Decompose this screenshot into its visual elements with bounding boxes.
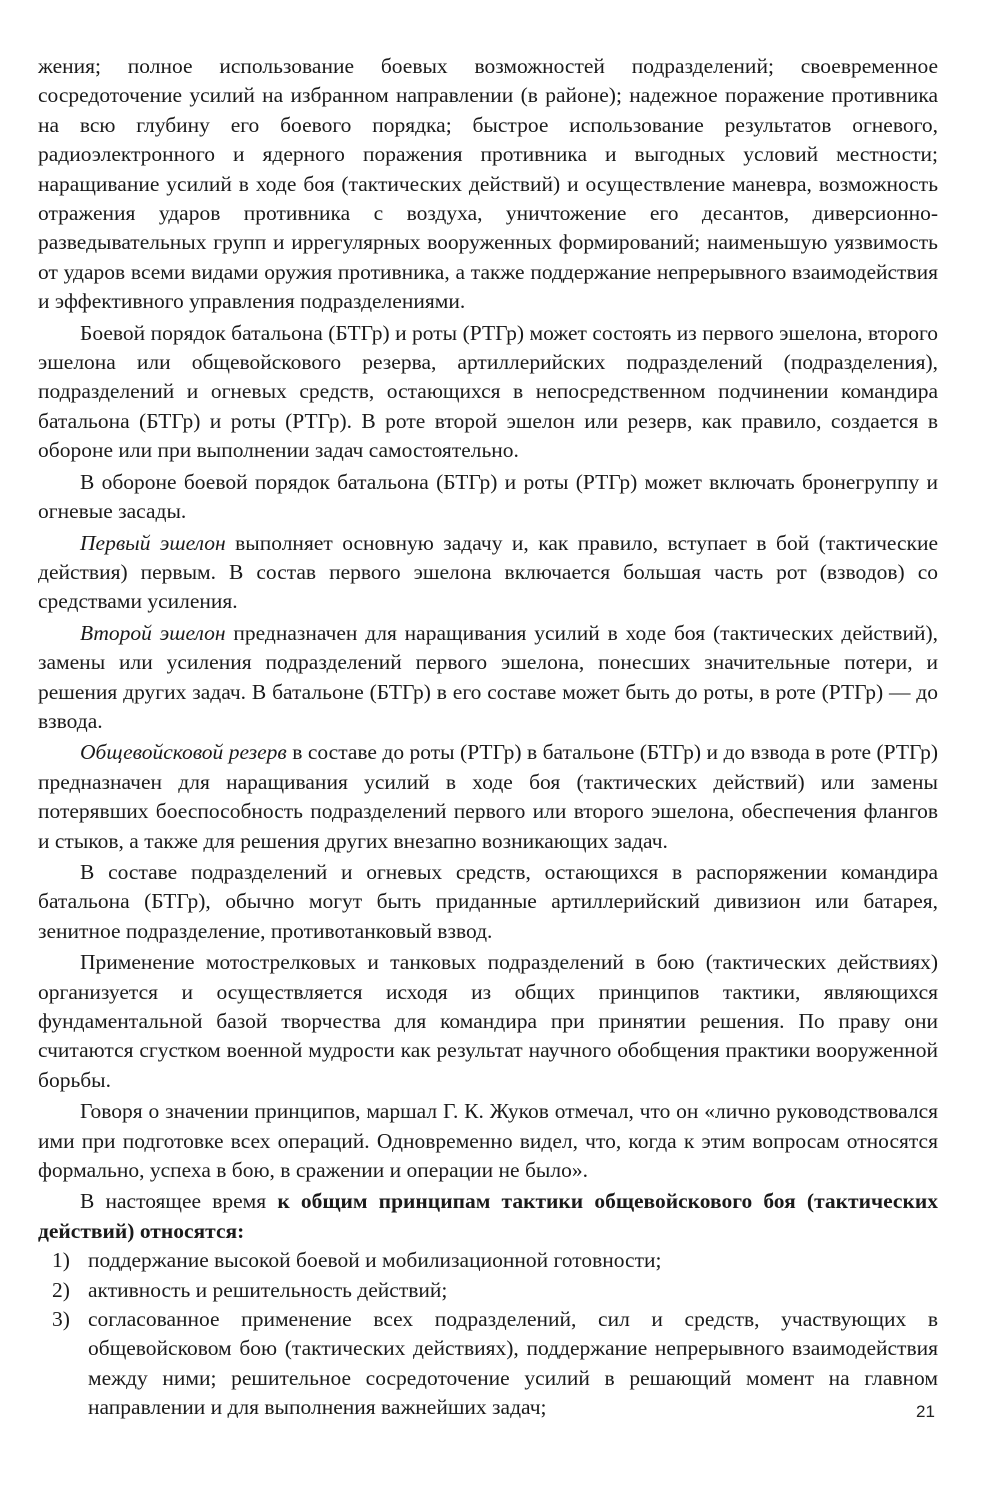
paragraph-zhukov-quote: Говоря о значении принципов, маршал Г. К. Жуков отмечал, что он «лично руководствовался ими при подготовке всех операций. Одновременно видел, что, когда к этим вопросам относятся формально, успеха в бою, в сражении и операции не было». bbox=[38, 1099, 938, 1183]
list-item-text: согласованное применение всех подразделений, сил и средств, участвующих в общевойсковом бою (тактических действиях), поддержание непрерывного взаимодействия между ними; решительное сосредоточение усилий в решающий момент на главном направлении и для выполнения важнейших задач; bbox=[88, 1307, 938, 1420]
paragraph-continuation: жения; полное использование боевых возможностей подразделений; своевременное сосредоточение усилий на избранном направлении (в районе); надежное поражение противника на всю глубину его боевого порядка; быстрое использование результатов огневого, радиоэлектронного и ядерного поражения противника и выгодных условий местности; наращивание усилий в ходе боя (тактических действий) и осуществление маневра, возможность отражения ударов противника с воздуха, уничтожение его десантов, диверсионно-разведывательных групп и иррегулярных вооруженных формирований; наименьшую уязвимость от ударов всеми видами оружия противника, а также поддержание непрерывного взаимодействия и эффективного управления подразделениями. bbox=[38, 54, 938, 314]
principles-intro-prefix: В настоящее время bbox=[80, 1189, 278, 1214]
list-item-text: активность и решительность действий; bbox=[88, 1277, 448, 1302]
list-item-number: 2) bbox=[52, 1277, 70, 1302]
paragraph-reserve-text: в составе до роты (РТГр) в батальоне (БТГр) и до взвода в роте (РТГр) предназначен для наращивания усилий в ходе боя (тактических действий) или замены потерявших боеспособность подразделений первого или второго эшелона, обеспечения флангов и стыков, а также для решения других внезапно возникающих задач. bbox=[38, 740, 939, 853]
paragraph-first-echelon bbox=[38, 529, 938, 617]
paragraph-battle-order: Боевой порядок батальона (БТГр) и роты (РТГр) может состоять из первого эшелона, второго эшелона или общевойскового резерва, артиллерийских подразделений (подразделения), подразделений и огневых средств, остающихся в непосредственном подчинении командира батальона (БТГр) и роты (РТГр). В роте второй эшелон или резерв, как правило, создается в обороне или при выполнении задач самостоятельно. bbox=[38, 320, 938, 463]
principles-intro-bold: к общим принципам тактики общевойскового боя (тактических действий) относятся: bbox=[38, 1189, 938, 1243]
paragraph-second-echelon bbox=[38, 619, 938, 737]
paragraph-principles-intro bbox=[38, 1187, 938, 1246]
body-text bbox=[38, 52, 938, 1423]
term-first-echelon: Первый эшелон bbox=[80, 530, 226, 555]
list-item bbox=[38, 1305, 938, 1423]
paragraph-second-echelon-text: предназначен для наращивания усилий в ходе боя (тактических действий), замены или усиления подразделений первого эшелона, понесших значительные потери, и решения других задач. В батальоне (БТГр) в его составе может быть до роты, в роте (РТГр) — до взвода. bbox=[38, 620, 939, 733]
paragraph-first-echelon-text: выполняет основную задачу и, как правило, вступает в бой (тактические действия) первым. В состав первого эшелона включается большая часть рот (взводов) со средствами усиления. bbox=[38, 530, 938, 614]
paragraph-commander-assets: В составе подразделений и огневых средств, остающихся в распоряжении командира батальона (БТГр), обычно могут быть приданные артиллерийский дивизион или батарея, зенитное подразделение, противотанковый взвод. bbox=[38, 859, 938, 943]
paragraph-reserve bbox=[38, 738, 938, 856]
list-item-number: 3) bbox=[52, 1307, 70, 1332]
list-item bbox=[38, 1246, 938, 1275]
page-number: 21 bbox=[916, 1402, 935, 1421]
paragraph-principles-application: Применение мотострелковых и танковых подразделений в бою (тактических действиях) организуется и осуществляется исходя из общих принципов тактики, являющихся фундаментальной базой творчества для командира при принятии решения. По праву они считаются сгустком военной мудрости как результат научного обобщения практики вооруженной борьбы. bbox=[38, 950, 938, 1092]
paragraph-defense: В обороне боевой порядок батальона (БТГр) и роты (РТГр) может включать бронегруппу и огневые засады. bbox=[38, 469, 938, 524]
list-item-text: поддержание высокой боевой и мобилизационной готовности; bbox=[88, 1248, 662, 1273]
list-item-number: 1) bbox=[52, 1248, 70, 1273]
term-second-echelon: Второй эшелон bbox=[80, 620, 226, 645]
list-item bbox=[38, 1276, 938, 1305]
term-reserve: Общевойсковой резерв bbox=[80, 740, 287, 765]
principles-list bbox=[38, 1246, 938, 1422]
